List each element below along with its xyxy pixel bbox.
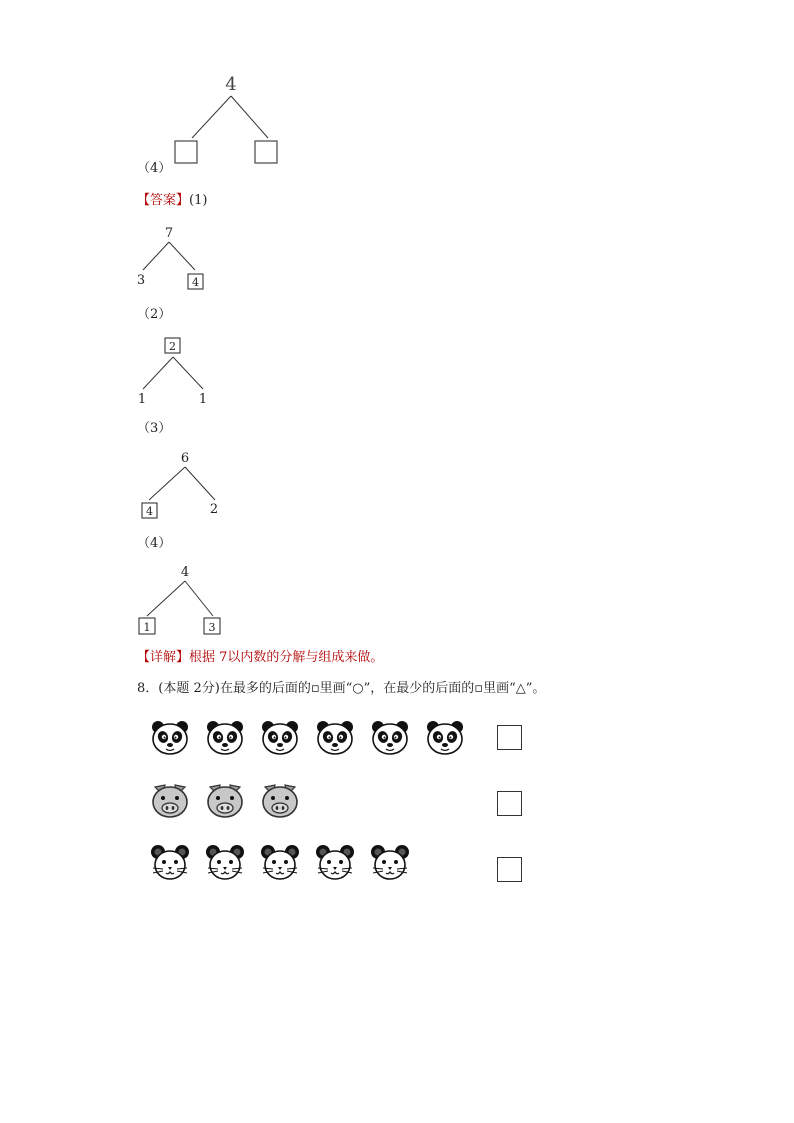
pig-icon xyxy=(150,781,190,821)
question-8-text: 8．(本题 2分)在最多的后面的▫里画“○”，在最少的后面的▫里画“△”。 xyxy=(137,681,546,696)
answer-tree-4 xyxy=(135,561,235,639)
q4-prompt-left-box xyxy=(175,141,197,163)
detail-text: 根据 7以内数的分解与组成来做。 xyxy=(189,650,384,665)
panda-icon xyxy=(260,718,300,758)
answer-tree-1 xyxy=(135,222,225,294)
answer-tag: 【答案】 xyxy=(137,193,190,208)
mouse-icon xyxy=(260,843,300,883)
q4-prompt-top-number: 4 xyxy=(225,74,237,95)
q4-prompt-right-box xyxy=(255,141,277,163)
tree4-left-number: 1 xyxy=(143,621,151,634)
tree2-left-number: 1 xyxy=(137,392,147,407)
panda-icon xyxy=(150,718,190,758)
row-2-answer-box[interactable] xyxy=(497,791,522,816)
mouse-icon xyxy=(370,843,410,883)
answer-tree-2 xyxy=(135,335,225,410)
tree4-right-number: 3 xyxy=(208,621,216,634)
answer-part-3-label: （3） xyxy=(137,421,172,436)
q4-prompt-label: （4） xyxy=(137,161,172,176)
tree4-top-number: 4 xyxy=(180,565,190,580)
detail-tag: 【详解】 xyxy=(137,650,190,665)
mouse-icon xyxy=(150,843,190,883)
row-3-answer-box[interactable] xyxy=(497,857,522,882)
answer-part-2-label: （2） xyxy=(137,307,172,322)
panda-icon xyxy=(425,718,465,758)
tree2-top-number: 2 xyxy=(169,340,176,353)
answer-first-label: (1) xyxy=(189,193,208,208)
tree2-right-number: 1 xyxy=(198,392,208,407)
mouse-icon xyxy=(205,843,245,883)
panda-icon xyxy=(370,718,410,758)
panda-icon xyxy=(205,718,245,758)
tree3-right-number: 2 xyxy=(209,502,219,517)
panda-icon xyxy=(315,718,355,758)
answer-part-4-label: （4） xyxy=(137,536,172,551)
pig-icon xyxy=(205,781,245,821)
mouse-icon xyxy=(315,843,355,883)
tree3-top-number: 6 xyxy=(180,451,190,466)
tree1-left-number: 3 xyxy=(136,273,146,288)
tree3-left-number: 4 xyxy=(146,505,153,518)
pig-icon xyxy=(260,781,300,821)
answer-header xyxy=(137,193,207,209)
tree1-right-number: 4 xyxy=(192,276,199,289)
row-1-answer-box[interactable] xyxy=(497,725,522,750)
detail-line xyxy=(137,650,383,666)
answer-tree-3 xyxy=(135,447,235,522)
tree1-top-number: 7 xyxy=(164,226,174,241)
q4-prompt-tree xyxy=(170,72,290,172)
